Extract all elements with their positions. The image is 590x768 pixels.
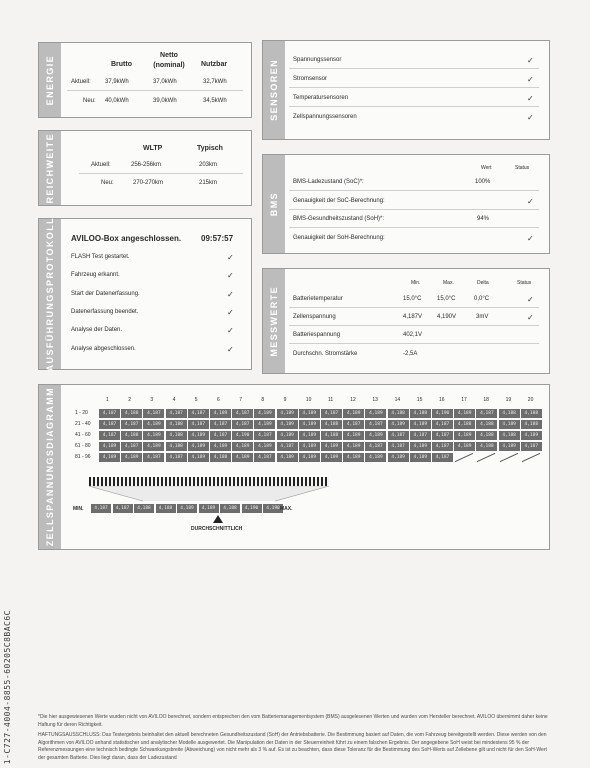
column-number: 5	[194, 397, 198, 403]
column-number: 2	[128, 397, 131, 403]
column-number: 10	[305, 397, 312, 403]
messwerte-header-max: Max.	[443, 280, 454, 286]
cell-voltage: 4,189	[499, 442, 520, 451]
cell-voltage: 4,189	[277, 453, 298, 462]
cell-voltage: 4,187	[99, 420, 120, 429]
check-icon: ✓	[227, 308, 234, 317]
energie-row-label: Neu:	[83, 98, 96, 104]
protokoll-panel	[38, 218, 252, 370]
cell-voltage: 4,188	[166, 420, 187, 429]
empty-cell-slash	[477, 453, 496, 462]
cell-voltage: 4,189	[188, 442, 209, 451]
legend-cell: 4,189	[177, 504, 197, 513]
messwerte-row-label: Durchschn. Stromstärke	[293, 351, 358, 357]
legend-cell: 4,187	[91, 504, 111, 513]
bms-row-label: BMS-Ladezustand (SoC)*:	[293, 179, 364, 185]
sensor-item: Spannungssensor	[293, 57, 342, 63]
cell-voltage: 4,187	[254, 453, 275, 462]
protokoll-step: Fahrzeug erkannt.	[71, 272, 120, 278]
protokoll-time: 09:57:57	[201, 234, 234, 243]
check-icon: ✓	[227, 253, 234, 262]
cell-voltage: 4,187	[277, 442, 298, 451]
cell-voltage: 4,187	[143, 409, 164, 418]
messwerte-min: -2,5A	[403, 351, 418, 357]
cell-voltage: 4,189	[143, 442, 164, 451]
cell-voltage: 4,189	[232, 442, 253, 451]
legend-cell: 4,190	[263, 504, 283, 513]
column-number: 13	[372, 397, 378, 403]
cell-voltage: 4,189	[188, 431, 209, 440]
cell-voltage: 4,189	[210, 409, 231, 418]
cell-voltage: 4,188	[166, 431, 187, 440]
cell-voltage: 4,188	[521, 420, 542, 429]
reichweite-value: 203km	[199, 162, 218, 168]
column-number: 15	[416, 397, 423, 403]
bms-panel	[262, 154, 550, 254]
cell-voltage: 4,189	[188, 453, 209, 462]
average-marker-icon	[213, 515, 223, 523]
reichweite-header-typisch: Typisch	[197, 145, 223, 152]
cell-voltage: 4,188	[210, 453, 231, 462]
sensor-item: Zellspannungssensoren	[293, 114, 357, 120]
reichweite-panel	[38, 130, 252, 206]
cell-voltage: 4,188	[321, 420, 342, 429]
vertical-report-id: 1-C727-4004-8855-60205C8BAC6C	[3, 610, 12, 765]
legend-cell: 4,190	[242, 504, 262, 513]
energie-value: 37,9kWh	[105, 79, 129, 85]
cell-voltage: 4,189	[299, 453, 320, 462]
cell-voltage: 4,187	[432, 442, 453, 451]
bms-header-status: Status	[515, 165, 530, 171]
cell-voltage: 4,187	[343, 420, 364, 429]
cell-voltage: 4,188	[388, 409, 409, 418]
cell-voltage: 4,187	[99, 431, 120, 440]
sensor-item: Stromsensor	[293, 76, 328, 82]
legend-cell: 4,189	[199, 504, 219, 513]
energie-header-brutto: Brutto	[111, 61, 132, 68]
bms-soc-value: 100%	[475, 179, 491, 185]
zellspannung-side-label: ZELLSPANNUNGSDIAGRAMM	[39, 385, 61, 549]
cell-voltage: 4,187	[388, 431, 409, 440]
bms-row-label: BMS-Gesundheitszustand (SoH)*:	[293, 216, 385, 222]
cell-voltage: 4,190	[432, 409, 453, 418]
cell-voltage: 4,188	[121, 409, 142, 418]
cell-voltage: 4,189	[321, 442, 342, 451]
cell-voltage: 4,189	[410, 453, 431, 462]
cell-voltage: 4,188	[166, 442, 187, 451]
energie-value: 37,0kWh	[153, 79, 177, 85]
cell-voltage: 4,188	[321, 431, 342, 440]
check-icon: ✓	[527, 75, 534, 84]
messwerte-row-label: Zellenspannung	[293, 314, 336, 320]
legend-max-label: MAX.	[280, 506, 293, 512]
check-icon: ✓	[527, 295, 534, 304]
bms-soh-value: 94%	[477, 216, 490, 222]
legend-cell: 4,188	[156, 504, 176, 513]
legend-min-label: MIN.	[73, 506, 84, 512]
voltage-gradient-bar	[89, 477, 329, 486]
cell-voltage: 4,187	[188, 420, 209, 429]
protokoll-heading: AVILOO-Box angeschlossen.	[71, 234, 182, 243]
column-number: 12	[350, 397, 356, 403]
cell-voltage: 4,187	[210, 420, 231, 429]
cell-voltage: 4,189	[254, 420, 275, 429]
cell-voltage: 4,188	[454, 420, 475, 429]
check-icon: ✓	[227, 290, 234, 299]
messwerte-panel	[262, 268, 550, 374]
cell-voltage: 4,189	[410, 420, 431, 429]
cell-voltage: 4,189	[277, 420, 298, 429]
legend-cell: 4,188	[220, 504, 240, 513]
energie-panel	[38, 42, 252, 118]
cell-voltage: 4,187	[166, 409, 187, 418]
cell-voltage: 4,189	[143, 420, 164, 429]
bms-row-label: Genauigkeit der SoH-Berechnung:	[293, 235, 385, 241]
cell-voltage: 4,189	[277, 431, 298, 440]
check-icon: ✓	[527, 56, 534, 65]
column-number: 8	[261, 397, 265, 403]
cell-voltage: 4,187	[99, 409, 120, 418]
cell-voltage: 4,189	[232, 453, 253, 462]
empty-cell-slash	[499, 453, 518, 462]
messwerte-row-label: Batteriespannung	[293, 332, 341, 338]
cell-voltage: 4,188	[410, 409, 431, 418]
cell-row-label: 61 - 80	[75, 443, 91, 449]
energie-value: 40,0kWh	[105, 98, 129, 104]
column-number: 1	[106, 397, 109, 403]
column-number: 17	[461, 397, 467, 403]
cell-voltage: 4,187	[432, 420, 453, 429]
messwerte-header-status: Status	[517, 280, 532, 286]
messwerte-header-delta: Delta	[477, 280, 489, 286]
cell-voltage: 4,187	[410, 431, 431, 440]
reichweite-value: 270-270km	[133, 180, 164, 186]
messwerte-min: 15,0°C	[403, 296, 422, 302]
sensor-item: Temperatursensoren	[293, 95, 349, 101]
cell-voltage: 4,189	[365, 409, 386, 418]
protokoll-step: FLASH Test gestartet.	[71, 254, 130, 260]
column-number: 7	[239, 397, 242, 403]
cell-voltage: 4,189	[299, 431, 320, 440]
protokoll-side-label: AUSFÜHRUNGSPROTOKOLL	[39, 219, 61, 369]
messwerte-min: 402,1V	[403, 332, 423, 338]
cell-voltage: 4,188	[521, 409, 542, 418]
cell-voltage: 4,188	[499, 431, 520, 440]
bms-side-label: BMS	[263, 155, 285, 253]
cell-voltage: 4,189	[454, 442, 475, 451]
bms-header-wert: Wert	[481, 165, 492, 171]
messwerte-row-label: Batterietemperatur	[293, 296, 343, 302]
cell-voltage: 4,189	[121, 453, 142, 462]
cell-voltage: 4,189	[454, 409, 475, 418]
protokoll-step: Analyse abgeschlossen.	[71, 346, 136, 352]
check-icon: ✓	[527, 313, 534, 322]
cell-voltage: 4,189	[99, 453, 120, 462]
cell-voltage: 4,187	[210, 431, 231, 440]
footer-liability: HAFTUNGSAUSSCHLUSS: Das Testergebnis beinhaltet den aktuell berechneten Gesundheitszustand (SoH) der Antriebsbatterie. Die Bestimmung basiert auf Daten, die vom Fahrzeug bereitgestellt werden. Diese werden von den Algorithmen von AVILOO anhand statistischer und analytischer Modelle ausgewertet. Die Manipulation der Daten in der Steuerreinheit führt zu einem falschen Ergebnis. Der angegebene SoH weist bei mindestens 95 % der Referenzmessungen eine technisch bedingte Schwankungsbreite (Abweichung) von nicht mehr als 3 % auf. Es ist zu beachten, dass diese Toleranz für die Bestimmung des SoH-Werts auf Zellebene gilt und nicht für den SoH-Wert der gesamten Batterie. Dies liegt daran, dass der Ladezustand	[38, 732, 547, 761]
cell-voltage: 4,189	[343, 442, 364, 451]
messwerte-delta: 0,0°C	[474, 296, 490, 302]
cell-voltage: 4,187	[143, 453, 164, 462]
cell-voltage: 4,187	[476, 409, 497, 418]
column-number: 18	[483, 397, 489, 403]
messwerte-max: 15,0°C	[437, 296, 456, 302]
reichweite-side-label: REICHWEITE	[39, 131, 61, 205]
reichweite-row-label: Aktuell:	[91, 162, 111, 168]
legend-connector	[89, 486, 329, 502]
cell-voltage: 4,187	[388, 442, 409, 451]
cell-voltage: 4,189	[343, 409, 364, 418]
cell-voltage: 4,189	[365, 453, 386, 462]
messwerte-header-min: Min.	[411, 280, 421, 286]
sensoren-panel	[262, 40, 550, 140]
cell-voltage: 4,189	[210, 442, 231, 451]
messwerte-side-label: MESSWERTE	[263, 269, 285, 373]
cell-voltage: 4,188	[476, 442, 497, 451]
cell-voltage: 4,187	[365, 442, 386, 451]
bms-row-label: Genauigkeit der SoC-Berechnung:	[293, 198, 385, 204]
cell-voltage: 4,189	[454, 431, 475, 440]
check-icon: ✓	[527, 234, 534, 243]
protokoll-step: Analyse der Daten.	[71, 327, 123, 333]
cell-voltage: 4,187	[365, 420, 386, 429]
cell-voltage: 4,187	[432, 453, 453, 462]
cell-voltage: 4,188	[476, 431, 497, 440]
energie-value: 32,7kWh	[203, 79, 227, 85]
legend-cell: 4,188	[134, 504, 154, 513]
cell-voltage: 4,188	[121, 431, 142, 440]
reichweite-value: 256-256km	[131, 162, 162, 168]
column-number: 3	[150, 397, 154, 403]
cell-row-label: 21 - 40	[75, 421, 91, 427]
cell-voltage: 4,189	[299, 420, 320, 429]
cell-voltage: 4,189	[388, 420, 409, 429]
energie-header-nutzbar: Nutzbar	[201, 61, 228, 68]
cell-voltage: 4,188	[476, 420, 497, 429]
cell-voltage: 4,189	[365, 431, 386, 440]
protokoll-step: Start der Datenerfassung.	[71, 291, 140, 297]
cell-voltage: 4,189	[254, 442, 275, 451]
cell-voltage: 4,189	[299, 409, 320, 418]
cell-voltage: 4,188	[499, 409, 520, 418]
cell-voltage: 4,190	[232, 431, 253, 440]
cell-row-label: 41 - 60	[75, 432, 91, 438]
cell-voltage: 4,189	[277, 409, 298, 418]
cell-voltage: 4,187	[121, 442, 142, 451]
cell-row-label: 1 - 20	[75, 410, 88, 416]
reichweite-header-wltp: WLTP	[143, 145, 163, 152]
sensoren-side-label: SENSOREN	[263, 41, 285, 139]
messwerte-delta: 3mV	[476, 314, 489, 320]
cell-voltage: 4,187	[232, 409, 253, 418]
column-number: 9	[283, 397, 287, 403]
check-icon: ✓	[527, 94, 534, 103]
cell-voltage: 4,189	[99, 442, 120, 451]
empty-cell-slash	[455, 453, 474, 462]
average-label: DURCHSCHNITTLICH	[191, 526, 243, 532]
zellspannung-panel	[38, 384, 550, 550]
column-number: 20	[527, 397, 534, 403]
energie-side-label: ENERGIE	[39, 43, 61, 117]
cell-voltage: 4,189	[343, 453, 364, 462]
cell-row-label: 81 - 96	[75, 454, 91, 460]
energie-value: 39,0kWh	[153, 98, 177, 104]
cell-voltage: 4,189	[521, 431, 542, 440]
column-number: 11	[328, 397, 334, 403]
column-number: 19	[505, 397, 512, 403]
column-number: 4	[172, 397, 176, 403]
column-number: 14	[394, 397, 401, 403]
cell-voltage: 4,187	[432, 431, 453, 440]
cell-voltage: 4,187	[232, 420, 253, 429]
energie-value: 34,5kWh	[203, 98, 227, 104]
cell-voltage: 4,189	[143, 431, 164, 440]
check-icon: ✓	[527, 197, 534, 206]
cell-voltage: 4,187	[321, 409, 342, 418]
footer-disclaimer	[38, 714, 550, 762]
cell-voltage: 4,189	[321, 453, 342, 462]
cell-voltage: 4,189	[388, 453, 409, 462]
cell-voltage: 4,189	[299, 442, 320, 451]
cell-voltage: 4,187	[521, 442, 542, 451]
cell-voltage: 4,189	[499, 420, 520, 429]
energie-header-netto: Netto (nominal)	[153, 52, 185, 69]
energie-row-label: Aktuell:	[71, 79, 91, 85]
cell-voltage: 4,189	[254, 409, 275, 418]
column-number: 6	[217, 397, 220, 403]
reichweite-row-label: Neu:	[101, 180, 114, 186]
cell-voltage: 4,187	[121, 420, 142, 429]
footer-note: *Die hier ausgewiesenen Werte wurden nicht von AVILOO berechnet, sondern entsprechen den vom Batteriemanagementsystem (BMS) ausgelesenen Werten und wurden vom Hersteller berechnet. AVILOO übernimmt daher keine Haftung für deren Richtigkeit.	[38, 714, 548, 728]
legend-cell: 4,187	[113, 504, 133, 513]
cell-voltage: 4,189	[343, 431, 364, 440]
check-icon: ✓	[227, 326, 234, 335]
protokoll-step: Datenerfassung beendet.	[71, 309, 139, 315]
cell-voltage: 4,187	[188, 409, 209, 418]
cell-voltage: 4,189	[410, 442, 431, 451]
check-icon: ✓	[227, 345, 234, 354]
empty-cell-slash	[522, 453, 541, 462]
column-number: 16	[439, 397, 445, 403]
messwerte-max: 4,190V	[437, 314, 457, 320]
cell-voltage: 4,187	[254, 431, 275, 440]
messwerte-min: 4,187V	[403, 314, 423, 320]
check-icon: ✓	[527, 113, 534, 122]
check-icon: ✓	[227, 271, 234, 280]
reichweite-value: 215km	[199, 180, 218, 186]
cell-voltage: 4,187	[166, 453, 187, 462]
